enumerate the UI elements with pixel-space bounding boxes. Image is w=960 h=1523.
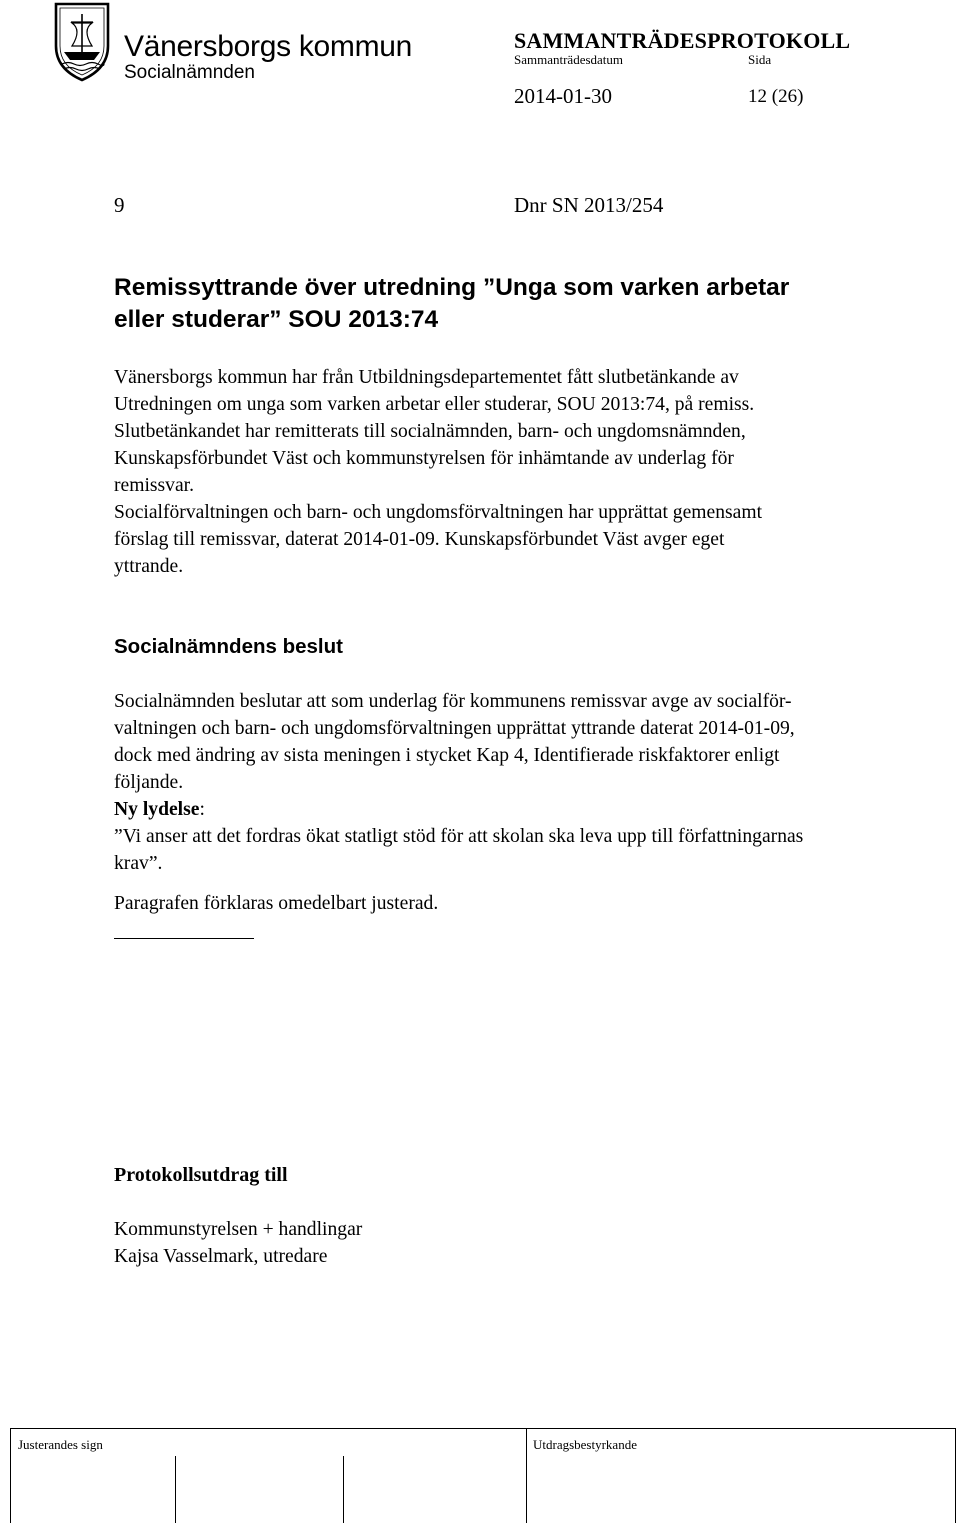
text-line: Utredningen om unga som varken arbetar eller studerar, SOU 2013:74, på remiss. <box>114 394 755 415</box>
text-line: följande. <box>114 772 184 793</box>
municipal-coat-of-arms-icon <box>52 0 112 82</box>
certified-label: Utdragsbestyrkande <box>533 1437 637 1452</box>
text-line: valtningen och barn- och ungdomsförvaltningen upprättat yttrande daterat 2014-01-09, <box>114 718 795 739</box>
meeting-date-label: Sammanträdesdatum <box>514 52 624 67</box>
text-line: Vänersborgs kommun har från Utbildningsdepartementet fått slutbetänkande av <box>114 367 739 388</box>
extract-heading: Protokollsutdrag till <box>114 1164 288 1186</box>
footer-rule <box>10 1428 956 1429</box>
meeting-date: 2014-01-30 <box>514 84 612 108</box>
text-line: Kunskapsförbundet Väst och kommunstyrelsen för inhämtande av underlag för <box>114 448 734 469</box>
organization-unit: Socialnämnden <box>124 62 255 83</box>
decision-heading: Socialnämndens beslut <box>114 635 343 658</box>
text-line: Slutbetänkandet har remitterats till socialnämnden, barn- och ungdomsnämnden, <box>114 421 746 442</box>
new-wording-line <box>114 796 934 823</box>
document-title <box>114 272 904 336</box>
text-line: dock med ändring av sista meningen i stycket Kap 4, Identifierade riskfaktorer enligt <box>114 745 780 766</box>
recipient-item: Kommunstyrelsen + handlingar <box>114 1219 363 1240</box>
decision-paragraph <box>114 688 934 877</box>
text-line: Socialnämnden beslutar att som underlag för kommunens remissvar avge av socialför- <box>114 691 792 712</box>
text-line: Socialförvaltningen och barn- och ungdomsförvaltningen har upprättat gemensamt <box>114 502 763 523</box>
section-end-rule <box>114 938 254 939</box>
case-number: Dnr SN 2013/254 <box>514 193 664 217</box>
organization-name: Vänersborgs kommun <box>124 30 413 63</box>
text-line: remissvar. <box>114 475 194 496</box>
signature-box-divider <box>175 1456 176 1523</box>
signature-box-divider <box>10 1428 11 1523</box>
signature-box-divider <box>526 1428 527 1523</box>
page-label: Sida <box>748 52 772 67</box>
quote-line: krav”. <box>114 853 163 874</box>
text-line: förslag till remissvar, daterat 2014-01-09. Kunskapsförbundet Väst avger eget <box>114 529 725 550</box>
background-paragraph <box>114 364 934 499</box>
title-line: eller studerar” SOU 2013:74 <box>114 306 439 333</box>
title-line: Remissyttrande över utredning ”Unga som varken arbetar <box>114 274 790 301</box>
page-number: 12 (26) <box>748 86 804 107</box>
adjusted-statement: Paragrafen förklaras omedelbart justerad. <box>114 893 439 914</box>
text-line: yttrande. <box>114 556 184 577</box>
new-wording-label: Ny lydelse <box>114 799 200 820</box>
section-number: 9 <box>114 193 125 217</box>
signature-box-divider <box>343 1456 344 1523</box>
proposal-paragraph <box>114 499 934 580</box>
signature-box-divider <box>955 1428 956 1523</box>
signers-label: Justerandes sign <box>18 1437 103 1452</box>
quote-line: ”Vi anser att det fordras ökat statligt stöd för att skolan ska leva upp till författningarnas <box>114 826 804 847</box>
new-wording-colon: : <box>199 799 205 820</box>
protocol-title: SAMMANTRÄDESPROTOKOLL <box>514 28 851 53</box>
recipient-item: Kajsa Vasselmark, utredare <box>114 1246 328 1267</box>
